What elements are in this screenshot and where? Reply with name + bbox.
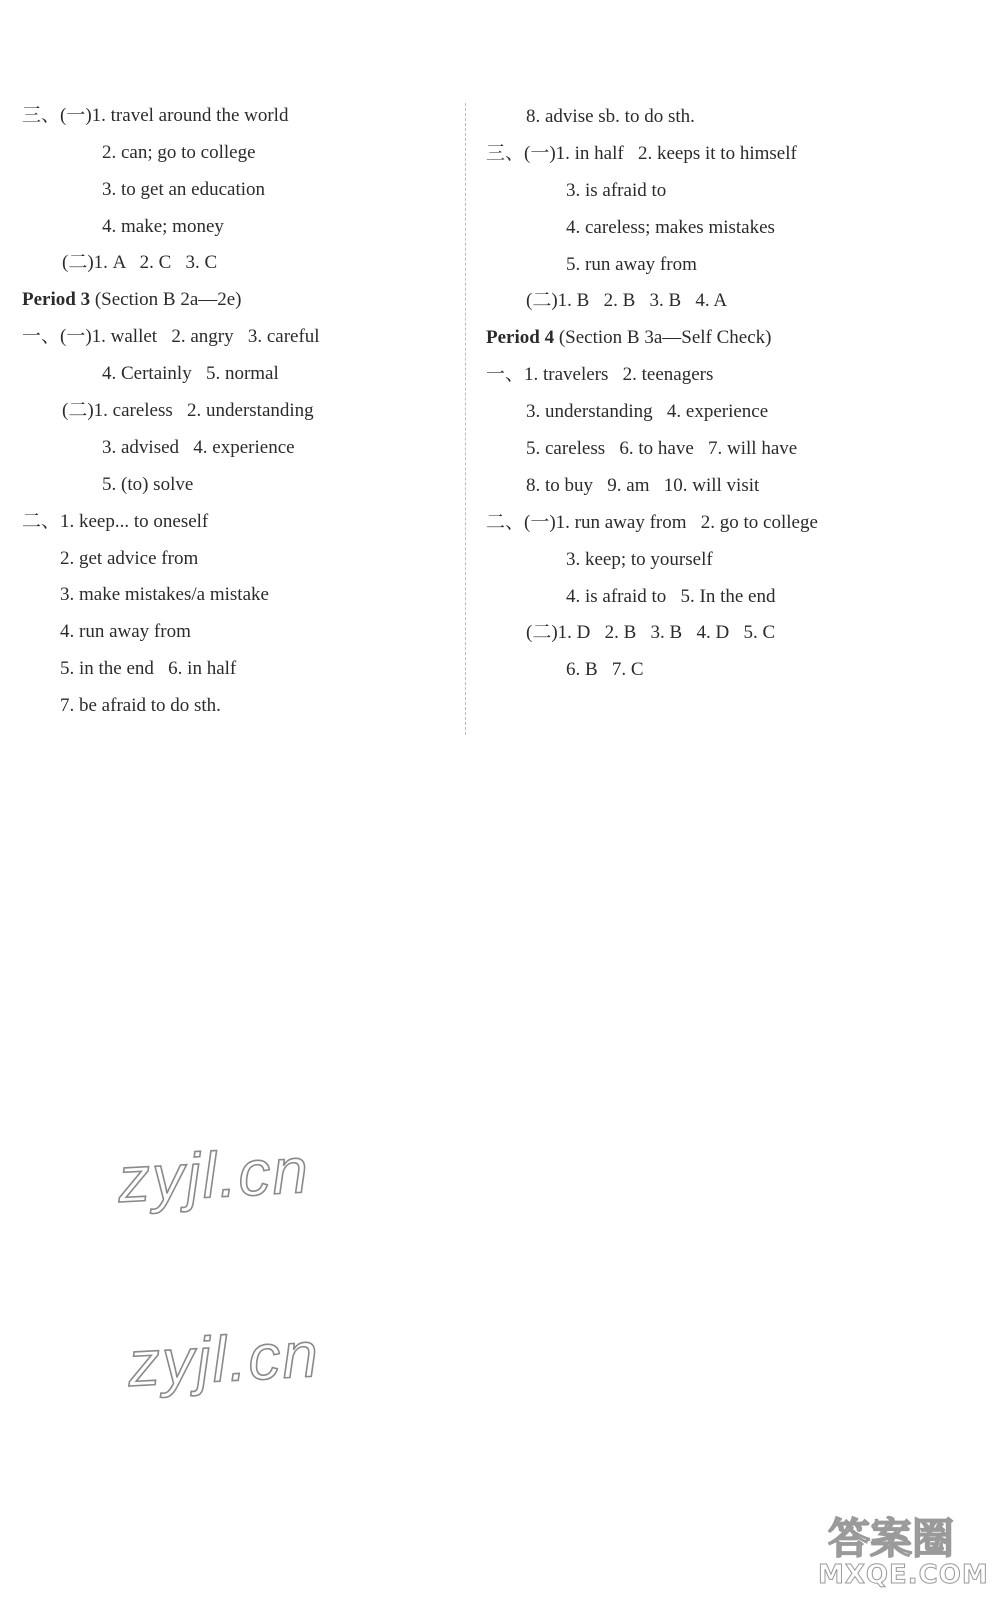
answer-line: (二)1. A 2. C 3. C — [62, 252, 218, 273]
answer-line: 4. run away from — [60, 621, 191, 642]
answer-line: 二、(一)1. run away from 2. go to college — [486, 512, 818, 533]
answer-line: 3. understanding 4. experience — [526, 401, 769, 422]
answer-line: 4. Certainly 5. normal — [102, 363, 279, 384]
section-range: (Section B 2a—2e) — [90, 289, 242, 310]
answer-line: 3. make mistakes/a mistake — [60, 584, 269, 605]
answer-line: 3. to get an education — [102, 179, 266, 200]
answer-line: 7. be afraid to do sth. — [60, 695, 221, 716]
answer-line: 4. careless; makes mistakes — [566, 217, 775, 238]
answer-line: 8. to buy 9. am 10. will visit — [526, 475, 760, 496]
answer-line: (二)1. D 2. B 3. B 4. D 5. C — [526, 622, 776, 643]
answer-line: 4. make; money — [102, 216, 224, 237]
period-label: Period 4 — [486, 327, 555, 348]
answer-line: 5. careless 6. to have 7. will have — [526, 438, 798, 459]
answer-line: 5. (to) solve — [102, 474, 194, 495]
answer-line: 三、(一)1. travel around the world — [22, 105, 289, 126]
logo-text-en: MXQE.COM — [818, 1560, 989, 1590]
answer-line: 4. is afraid to 5. In the end — [566, 586, 776, 607]
answer-line: (二)1. B 2. B 3. B 4. A — [526, 290, 728, 311]
section-range: (Section B 3a—Self Check) — [554, 327, 772, 348]
answer-line: 3. is afraid to — [566, 180, 667, 201]
period-label: Period 3 — [22, 289, 91, 310]
answer-line: (二)1. careless 2. understanding — [62, 400, 314, 421]
watermark: zyjl.cn — [116, 1134, 312, 1216]
site-logo — [818, 1506, 988, 1594]
answer-line: 一、(一)1. wallet 2. angry 3. careful — [22, 326, 320, 347]
answer-line: 三、(一)1. in half 2. keeps it to himself — [486, 143, 797, 164]
answer-line: 3. advised 4. experience — [102, 437, 295, 458]
section-heading — [22, 289, 242, 311]
answer-line: 二、1. keep... to oneself — [22, 511, 209, 532]
section-heading — [486, 327, 771, 349]
watermark: zyjl.cn — [126, 1318, 322, 1400]
answer-line: 8. advise sb. to do sth. — [526, 106, 695, 127]
answer-line: 5. in the end 6. in half — [60, 658, 237, 679]
logo-text-cn: 答案圈 — [828, 1514, 955, 1563]
column-divider — [465, 103, 466, 735]
answer-line: 2. can; go to college — [102, 142, 256, 163]
answer-line: 一、1. travelers 2. teenagers — [486, 364, 714, 385]
answer-line: 2. get advice from — [60, 548, 199, 569]
answer-line: 5. run away from — [566, 254, 697, 275]
answer-line: 3. keep; to yourself — [566, 549, 713, 570]
answer-line: 6. B 7. C — [566, 659, 644, 680]
